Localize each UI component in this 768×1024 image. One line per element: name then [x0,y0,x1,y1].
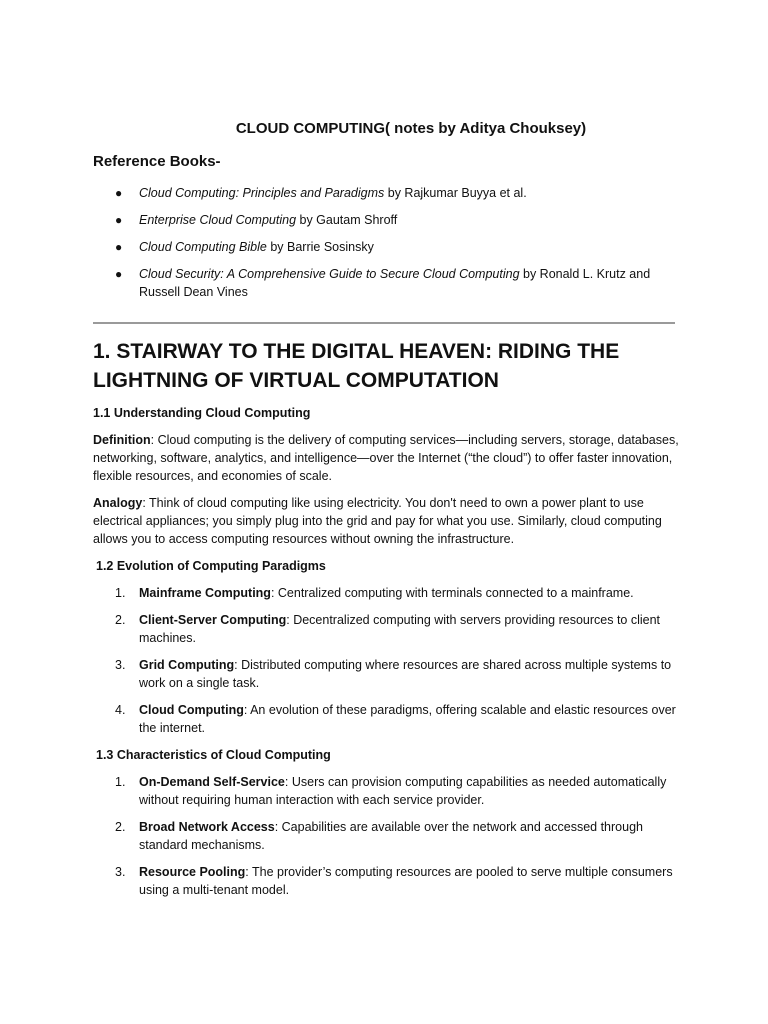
list-item [93,611,683,647]
evolution-list [93,584,683,737]
item-text: : Users can provision computing capabilities as needed automatically without requiring human interaction with each service provider. [139,775,667,807]
item-text: : An evolution of these paradigms, offering scalable and elastic resources over the internet. [139,703,676,735]
book-author: by Barrie Sosinsky [266,240,374,254]
list-item [93,863,683,899]
definition-text: : Cloud computing is the delivery of computing services—including servers, storage, databases, networking, software, analytics, and intelligence—over the Internet (“the cloud”) to offer faster innovation, flexible resources, and economies of scale. [93,433,679,483]
definition-label: Definition [93,433,151,447]
section-heading-1-1: 1.1 Understanding Cloud Computing [93,406,311,420]
chapter-content [93,404,683,908]
item-text: : Distributed computing where resources are shared across multiple systems to work on a single task. [139,658,672,690]
bullet-icon: ● [115,240,123,254]
item-number: 4. [115,703,126,717]
book-title: Cloud Computing: Principles and Paradigms [139,186,385,200]
list-item [93,701,683,737]
item-number: 1. [115,775,126,789]
analogy-label: Analogy [93,496,143,510]
horizontal-rule [93,322,675,324]
document-title: CLOUD COMPUTING( notes by Aditya Chouksey) [235,120,587,137]
section-heading-1-2: 1.2 Evolution of Computing Paradigms [96,559,326,573]
list-item [93,211,683,229]
list-item [93,656,683,692]
list-item [93,773,683,809]
book-title: Enterprise Cloud Computing [139,213,297,227]
list-item [93,584,683,602]
section-heading-1-3: 1.3 Characteristics of Cloud Computing [96,748,331,762]
book-title: Cloud Security: A Comprehensive Guide to Secure Cloud Computing [139,267,520,281]
item-number: 2. [115,613,126,627]
item-number: 2. [115,820,126,834]
characteristics-list [93,773,683,899]
item-number: 3. [115,865,126,879]
list-item [93,818,683,854]
item-label: On-Demand Self-Service [139,775,285,789]
reference-books-heading: Reference Books- [93,153,221,170]
item-number: 1. [115,586,126,600]
book-author: by Rajkumar Buyya et al. [384,186,527,200]
item-text: : The provider’s computing resources are pooled to serve multiple consumers using a multi-tenant model. [139,865,673,897]
book-title: Cloud Computing Bible [139,240,267,254]
book-author: by Ronald L. Krutz and Russell Dean Vines [139,267,651,299]
analogy-text: : Think of cloud computing like using electricity. You don't need to own a power plant to use electrical appliances; you simply plug into the grid and pay for what you use. Similarly, cloud computing allows you to access computing resources without owning the infrastructure. [93,496,662,546]
analogy-paragraph [93,494,683,548]
chapter-heading: 1. STAIRWAY TO THE DIGITAL HEAVEN: RIDING THE LIGHTNING OF VIRTUAL COMPUTATION [93,340,620,392]
item-label: Mainframe Computing [139,586,271,600]
list-item [93,184,683,202]
bullet-icon: ● [115,267,123,281]
book-author: by Gautam Shroff [296,213,398,227]
item-label: Cloud Computing [139,703,244,717]
item-label: Grid Computing [139,658,235,672]
item-label: Client-Server Computing [139,613,287,627]
bullet-icon: ● [115,213,123,227]
item-number: 3. [115,658,126,672]
item-label: Broad Network Access [139,820,275,834]
item-text: : Centralized computing with terminals connected to a mainframe. [270,586,634,600]
list-item [93,265,683,301]
item-text: : Capabilities are available over the network and accessed through standard mechanisms. [139,820,643,852]
reference-books-list [93,184,683,310]
item-text: : Decentralized computing with servers providing resources to client machines. [139,613,661,645]
list-item [93,238,683,256]
bullet-icon: ● [115,186,123,200]
item-label: Resource Pooling [139,865,246,879]
definition-paragraph [93,431,683,485]
